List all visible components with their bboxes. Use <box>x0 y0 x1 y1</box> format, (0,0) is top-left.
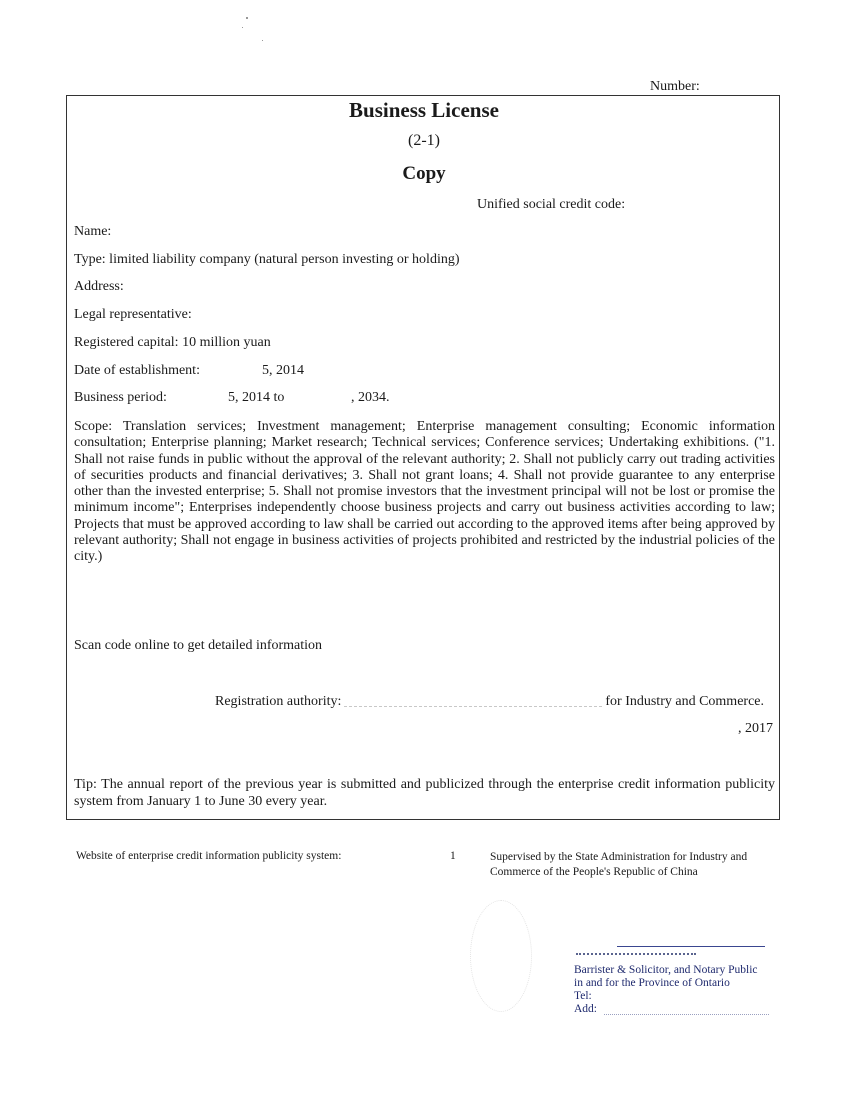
notary-address: Add: <box>574 1003 597 1015</box>
copy-label: Copy <box>402 163 446 184</box>
scan-code-note: Scan code online to get detailed information <box>74 638 323 653</box>
license-title: Business License <box>349 98 499 122</box>
website-tail: 1 <box>450 850 456 862</box>
notary-name-illegible <box>576 953 696 961</box>
type-field: Type: limited liability company (natural person investing or holding) <box>74 252 460 267</box>
notary-address-dots <box>604 1014 769 1015</box>
number-label: Number: <box>650 79 700 94</box>
annual-report-tip: Tip: The annual report of the previous year is submitted and publicized through the enterprise credit information publicity system from January 1 to June 30 every year. <box>74 777 775 809</box>
establishment-date: 5, 2014 <box>262 363 304 378</box>
establishment-label: Date of establishment: <box>74 363 200 378</box>
address-field: Address: <box>74 279 124 294</box>
notary-tel: Tel: <box>574 990 592 1002</box>
registered-capital-field: Registered capital: 10 million yuan <box>74 335 271 350</box>
registration-suffix: for Industry and Commerce. <box>605 694 764 709</box>
faded-seal <box>470 900 532 1012</box>
business-scope: Scope: Translation services; Investment management; Enterprise management consulting; Economic information consultation; Enterprise planning; Market research; Technical services; Conference services; Undertaking exhibitions. ("1. Shall not raise funds in public without the approval of the relevant authority; 2. Shall not publicly carry out trading activities of securities products and financial derivatives; 3. Shall not grant loans; 4. Shall not provide guarantee to any enterprise other than the invested enterprise; 5. Shall not promise investors that the investment principal will not be lost or promise the minimum income"; Enterprises independently choose business projects and carry out business activities according to law; Projects that must be approved according to law shall be carried out according to the approved items after being approved by relevant authority; Shall not engage in business activities of projects prohibited and restricted by the industrial policies of the city.) <box>74 419 775 565</box>
name-field: Name: <box>74 224 112 239</box>
license-subtitle: (2-1) <box>408 132 440 149</box>
redacted-authority <box>344 694 602 707</box>
supervision-note: Supervised by the State Administration for Industry and Commerce of the People's Republic of China <box>490 851 748 878</box>
legal-representative-field: Legal representative: <box>74 307 192 322</box>
business-period-label: Business period: <box>74 390 167 405</box>
credit-code-field: Unified social credit code: <box>477 197 626 212</box>
scan-speck <box>242 27 243 28</box>
notary-signature-line <box>617 946 765 947</box>
website-label: Website of enterprise credit information publicity system: <box>76 850 342 862</box>
notary-title: Barrister & Solicitor, and Notary Public <box>574 964 758 976</box>
scan-speck <box>246 17 248 19</box>
registration-label: Registration authority: <box>215 694 342 709</box>
business-period-start: 5, 2014 to <box>228 390 285 405</box>
license-box <box>66 95 780 820</box>
scan-speck <box>262 40 263 41</box>
notary-province: in and for the Province of Ontario <box>574 977 730 989</box>
registration-date: , 2017 <box>738 721 773 736</box>
registration-authority <box>215 694 764 710</box>
business-period-end: , 2034. <box>351 390 390 405</box>
